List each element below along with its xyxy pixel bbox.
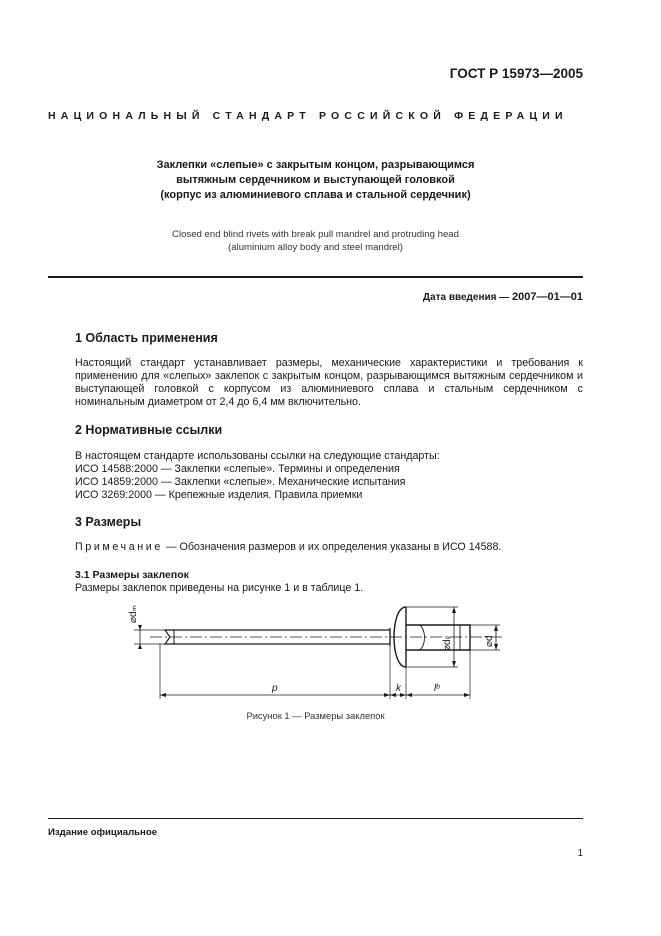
- title-ru-line: Заклепки «слепые» с закрытым концом, разрывающимся: [156, 159, 475, 171]
- intro-date-value: 2007—01—01: [512, 291, 583, 303]
- note-label: Примечание: [75, 541, 163, 553]
- section-3-note: [75, 541, 583, 554]
- reference-item: ИСО 14588:2000 — Заклепки «слепые». Термины и определения: [75, 463, 400, 475]
- subsection-3-1-text: Размеры заклепок приведены на рисунке 1 и в таблице 1.: [75, 582, 364, 594]
- title-ru-line: (корпус из алюминиевого сплава и стальной сердечник): [160, 189, 471, 201]
- label-k: k: [396, 683, 401, 694]
- label-dm: ⌀dₘ: [128, 605, 139, 623]
- rivet-dimension-drawing: [120, 595, 520, 707]
- subsection-3-1-heading: 3.1 Размеры заклепок: [75, 569, 189, 581]
- dim-horizontal: [160, 644, 470, 699]
- introduction-date: [423, 291, 583, 303]
- section-2-body: [75, 450, 583, 502]
- rivet-body: [406, 625, 470, 650]
- section-1-heading: 1 Область применения: [75, 331, 218, 345]
- title-ru-line: вытяжным сердечником и выступающей головкой: [176, 174, 455, 186]
- standard-id: ГОСТ Р 15973—2005: [449, 66, 583, 81]
- title-english: [48, 229, 583, 254]
- reference-item: ИСО 14859:2000 — Заклепки «слепые». Механические испытания: [75, 476, 406, 488]
- figure-caption: Рисунок 1 — Размеры заклепок: [246, 710, 385, 721]
- label-dk: ⌀dₖ: [442, 635, 453, 651]
- section-2-intro: В настоящем стандарте использованы ссылки на следующие стандарты:: [75, 450, 440, 462]
- footer-divider: [48, 818, 583, 819]
- label-p: p: [272, 683, 278, 694]
- page-number: 1: [577, 848, 583, 859]
- note-text: — Обозначения размеров и их определения указаны в ИСО 14588.: [162, 541, 502, 553]
- national-standard-banner: НАЦИОНАЛЬНЫЙ СТАНДАРТ РОССИЙСКОЙ ФЕДЕРАЦИИ: [48, 110, 568, 122]
- section-1-paragraph: Настоящий стандарт устанавливает размеры, механические характеристики и требования к применению для «слепых» заклепок с закрытым концом, разрывающимся вытяжным сердечником и выступающей головкой с корпусом из алюминиевого сплава и стальным сердечником с номинальным диаметром от 2,4 до 6,4 мм включительно.: [75, 357, 583, 408]
- section-3-heading: 3 Размеры: [75, 515, 142, 529]
- official-edition-label: Издание официальное: [48, 827, 158, 838]
- label-d: ⌀d: [484, 635, 495, 647]
- title-en-line: Closed end blind rivets with break pull mandrel and protruding head: [172, 229, 459, 240]
- section-1-text: [75, 357, 583, 409]
- intro-date-label: Дата введения —: [422, 292, 510, 303]
- title-divider: [48, 276, 583, 278]
- title-russian: [48, 158, 583, 203]
- label-lb: lᵇ: [434, 683, 440, 694]
- reference-item: ИСО 3269:2000 — Крепежные изделия. Правила приемки: [75, 489, 363, 501]
- title-en-line: (aluminium alloy body and steel mandrel): [228, 241, 403, 253]
- section-2-heading: 2 Нормативные ссылки: [75, 423, 223, 437]
